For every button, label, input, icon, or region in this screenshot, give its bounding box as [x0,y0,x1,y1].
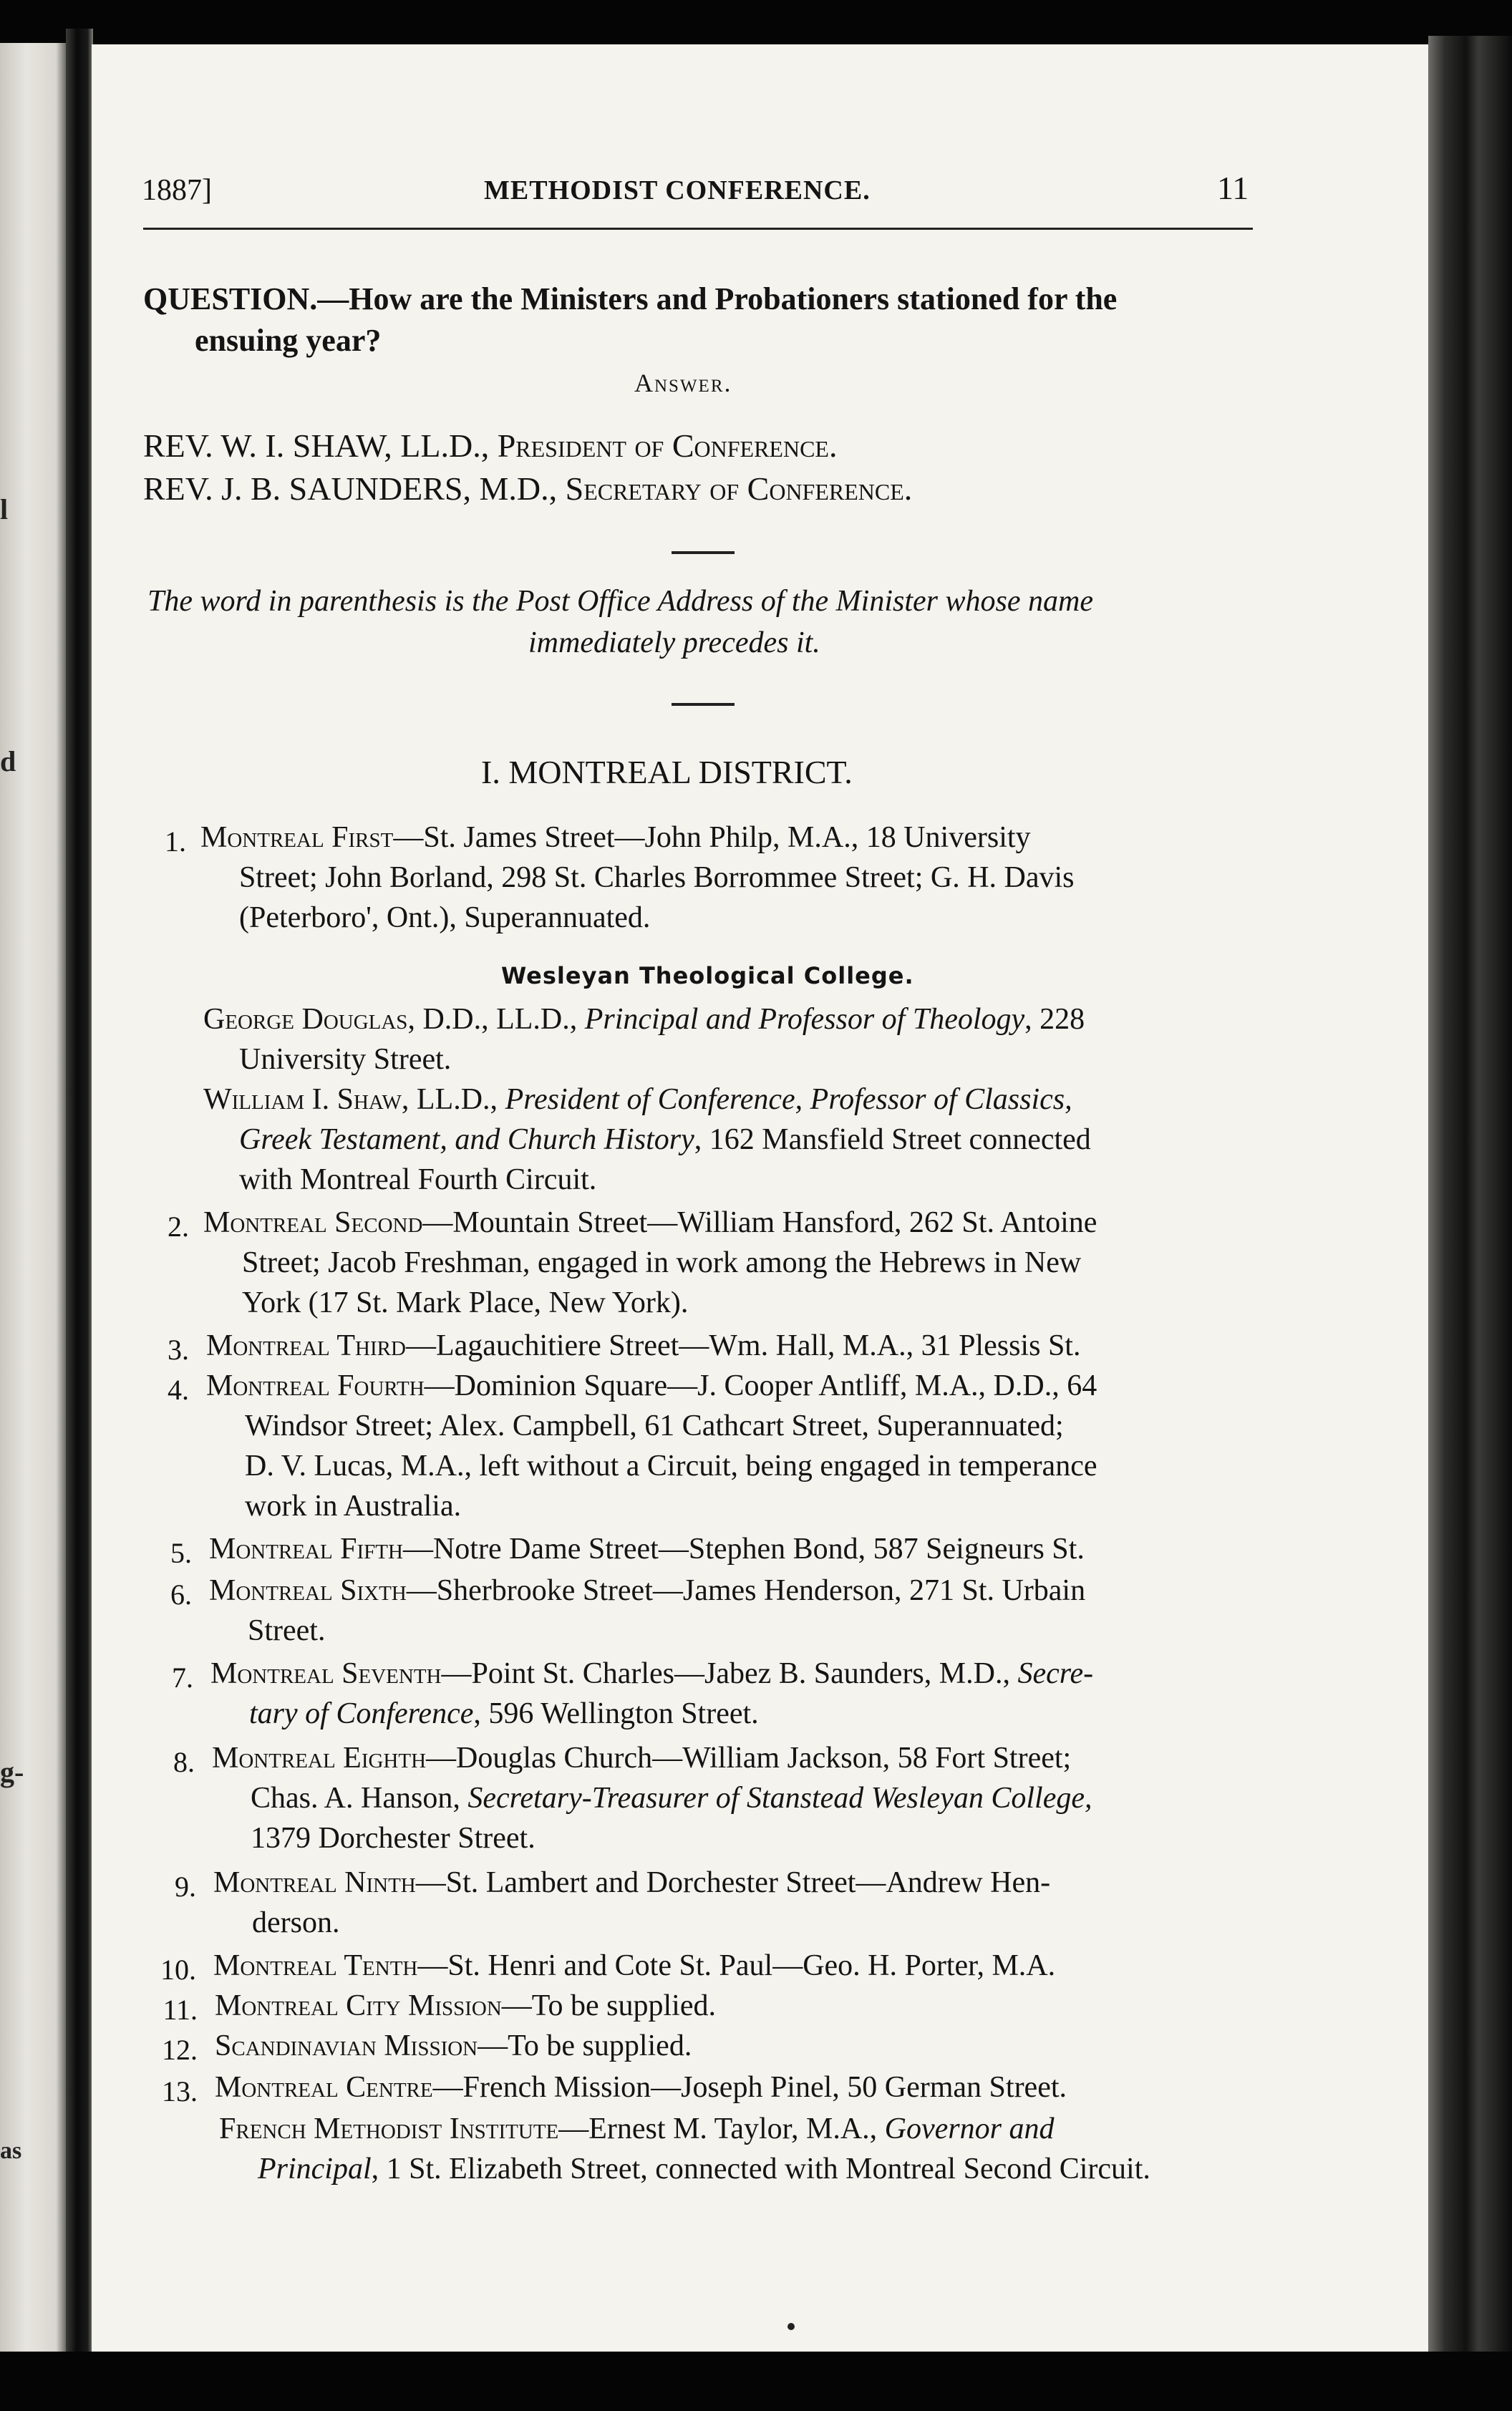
entry-number: 7. [172,1661,193,1694]
institute-name: French Methodist Institute [219,2112,559,2145]
entry-line: Montreal Sixth—Sherbrooke Street—James Henderson, 271 St. Urbain [209,1574,1086,1607]
circuit-name: Montreal Tenth [213,1949,418,1982]
entry-number: 6. [170,1578,192,1611]
circuit-name: Montreal First [200,821,394,854]
scan-border-top [0,0,1512,50]
circuit-name: Montreal Centre [215,2071,433,2104]
entry-number: 1. [165,825,186,858]
answer-label: Answer. [634,369,732,397]
entry-line: Montreal Third—Lagauchitiere Street—Wm. Hall, M.A., 31 Plessis St. [206,1329,1081,1362]
officer-name: REV. W. I. SHAW, LL.D., [143,427,490,464]
divider [672,703,735,706]
circuit-name: Montreal Fifth [209,1533,403,1566]
header-rule [143,228,1253,230]
entry-line: 1379 Dorchester Street. [251,1822,536,1855]
entry-number: 11. [163,1994,198,2026]
entry-line: work in Australia. [245,1490,462,1523]
person-name: George Douglas [203,1003,408,1036]
circuit-name: Montreal City Mission [215,1989,502,2022]
entry-line: (Peterboro', Ont.), Superannuated. [239,901,651,934]
entry-line: Greek Testament, and Church History, 162 Mansfield Street connected [239,1123,1091,1156]
entry-line: Montreal Centre—French Mission—Joseph Pinel, 50 German Street. [215,2071,1067,2104]
entry-line: Principal, 1 St. Elizabeth Street, connected with Montreal Second Circuit. [258,2153,1150,2186]
circuit-name: Montreal Fourth [206,1369,425,1402]
entry-line: William I. Shaw, LL.D., President of Conference, Professor of Classics, [203,1083,1072,1116]
header-year: 1887] [142,174,212,207]
circuit-name: Montreal Sixth [209,1574,407,1607]
facing-page-edge [0,43,66,2355]
entry-line: Montreal Fourth—Dominion Square—J. Cooper Antliff, M.A., D.D., 64 [206,1369,1097,1402]
print-mark [788,2323,795,2330]
note-line: The word in parenthesis is the Post Office Address of the Minister whose name [147,585,1093,618]
entry-line: French Methodist Institute—Ernest M. Taylor, M.A., Governor and [219,2112,1055,2145]
entry-text: —St. James Street—John Philp, M.A., 18 University [393,821,1031,854]
entry-line: Windsor Street; Alex. Campbell, 61 Cathcart Street, Superannuated; [245,1410,1064,1442]
divider [672,551,735,554]
entry-line: Chas. A. Hanson, Secretary-Treasurer of Stanstead Wesleyan College, [251,1782,1092,1815]
note-line: immediately precedes it. [528,626,820,659]
book-gutter [66,29,93,2362]
page-edge-right [1428,36,1512,2359]
entry-line: tary of Conference, 596 Wellington Street. [249,1697,759,1730]
entry-line: Montreal Second—Mountain Street—William Hansford, 262 St. Antoine [203,1206,1097,1239]
entry-number: 3. [168,1334,189,1366]
circuit-name: Scandinavian Mission [215,2029,478,2062]
entry-line: Montreal Ninth—St. Lambert and Dorchester Street—Andrew Hen- [213,1866,1051,1899]
scan-border-bottom [0,2352,1512,2411]
circuit-name: Montreal Eighth [212,1742,427,1775]
entry-line: Montreal Seventh—Point St. Charles—Jabez B. Saunders, M.D., Secre- [210,1657,1094,1690]
person-name: William I. Shaw [203,1083,402,1116]
college-heading: Wesleyan Theological College. [501,962,914,989]
entry-line: Street; Jacob Freshman, engaged in work among the Hebrews in New [242,1246,1082,1279]
entry-line: Montreal Eighth—Douglas Church—William Jackson, 58 Fort Street; [212,1742,1072,1775]
entry-line: York (17 St. Mark Place, New York). [242,1286,689,1319]
entry-line: D. V. Lucas, M.A., left without a Circuit, being engaged in temperance [245,1450,1097,1483]
entry-number: 8. [173,1746,195,1778]
entry-line: Scandinavian Mission—To be supplied. [215,2029,692,2062]
entry-line [200,820,1031,855]
page-number: 11 [1217,170,1249,206]
header-title: METHODIST CONFERENCE. [484,175,871,205]
entry-line: Street. [248,1614,326,1647]
entry-number: 10. [160,1954,196,1986]
entry-line: George Douglas, D.D., LL.D., Principal and Professor of Theology, 228 [203,1003,1085,1036]
entry-number: 9. [175,1871,196,1903]
circuit-name: Montreal Seventh [210,1657,442,1690]
entry-number: 5. [170,1537,192,1569]
officer-line [143,470,912,508]
entry-number: 2. [168,1211,189,1243]
entry-line: with Montreal Fourth Circuit. [239,1163,597,1196]
entry-line: Street; John Borland, 298 St. Charles Borrommee Street; G. H. Davis [239,861,1075,894]
district-title: I. MONTREAL DISTRICT. [481,754,853,790]
officer-role: Secretary of Conference. [565,470,913,507]
officer-name: REV. J. B. SAUNDERS, M.D., [143,470,558,507]
question-line: ensuing year? [195,323,382,358]
entry-number: 12. [162,2034,198,2066]
circuit-name: Montreal Ninth [213,1866,416,1899]
entry-number: 13. [162,2075,198,2107]
officer-role: President of Conference. [497,427,838,464]
entry-line: Montreal City Mission—To be supplied. [215,1989,716,2022]
officer-line [143,427,837,465]
entry-line: University Street. [239,1043,452,1076]
question-line: QUESTION.—How are the Ministers and Probationers stationed for the [143,281,1118,316]
entry-line: Montreal Fifth—Notre Dame Street—Stephen Bond, 587 Seigneurs St. [209,1533,1085,1566]
entry-number: 4. [168,1374,189,1406]
margin-fragment: d [0,745,16,777]
margin-fragment: as [0,2138,22,2164]
entry-line: derson. [252,1906,340,1939]
margin-fragment: l [0,493,9,525]
circuit-name: Montreal Third [206,1329,406,1362]
margin-fragment: g- [0,1756,24,1788]
circuit-name: Montreal Second [203,1206,423,1239]
entry-line: Montreal Tenth—St. Henri and Cote St. Paul—Geo. H. Porter, M.A. [213,1949,1056,1982]
